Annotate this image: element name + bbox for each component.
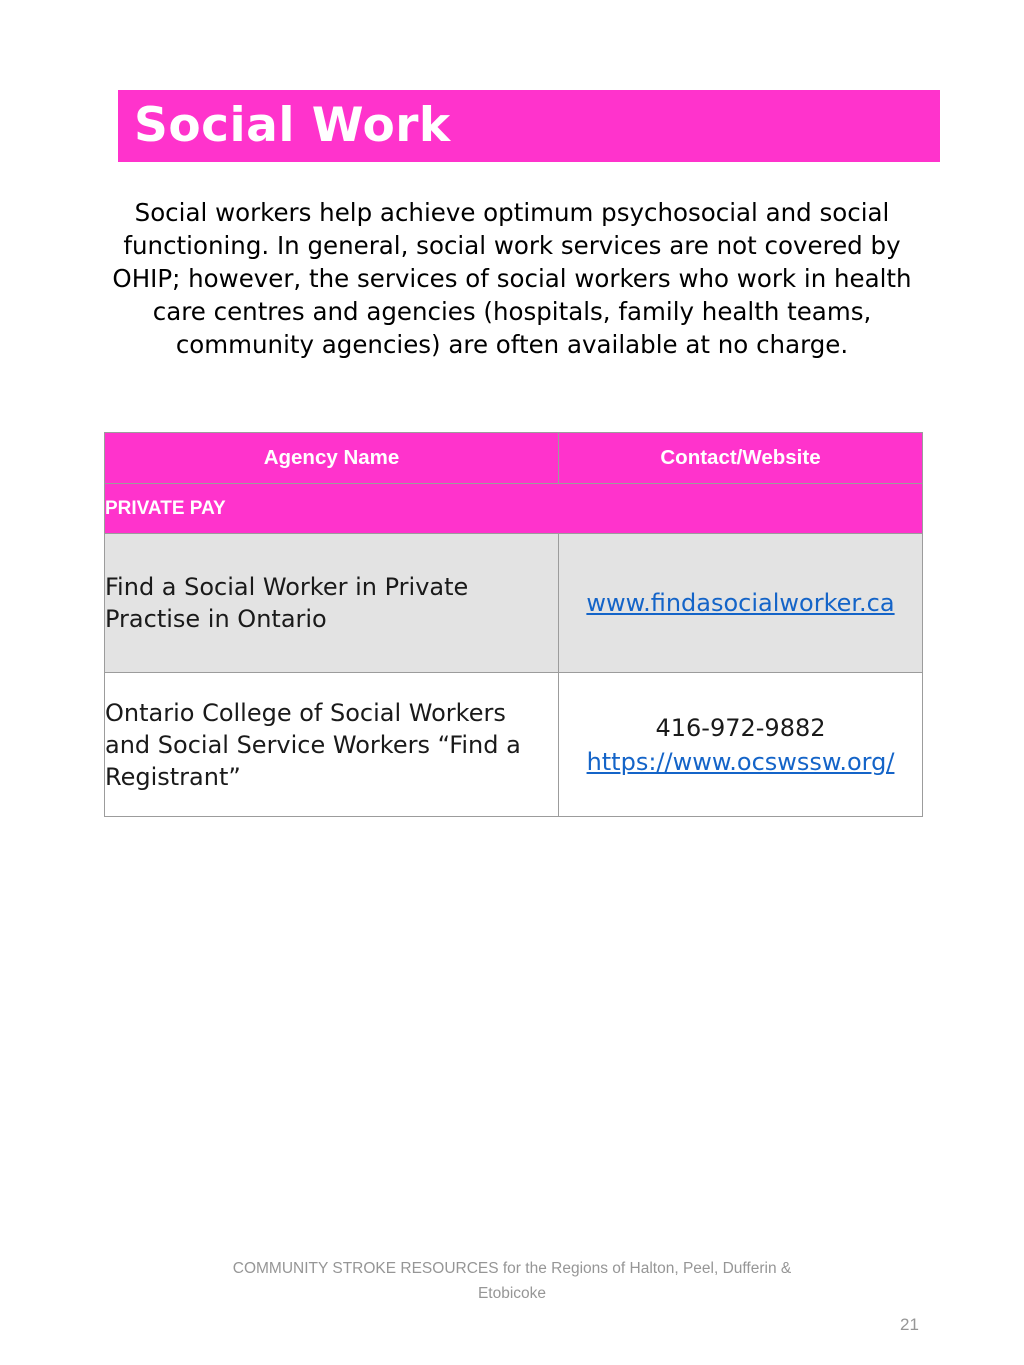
page-number: 21 [900, 1315, 919, 1334]
agency-phone-number: 416-972-9882 [655, 713, 826, 742]
intro-paragraph: Social workers help achieve optimum psychosocial and social functioning. In general, social work services are not covered by OHIP; however, the services of social workers who work in health care centres and agencies (hospitals, family health teams, community agencies) are often available at no charge. [112, 198, 912, 359]
column-header-agency-name: Agency Name [105, 433, 559, 484]
table-section-row [105, 484, 923, 534]
resource-table [104, 432, 923, 817]
contact-cell [559, 673, 923, 817]
section-label-private-pay: PRIVATE PAY [105, 484, 923, 534]
page-title-banner [118, 90, 940, 162]
column-header-contact-website: Contact/Website [559, 433, 923, 484]
page-title: Social Work [134, 97, 451, 153]
table-row [105, 673, 923, 817]
contact-cell [559, 534, 923, 673]
agency-website-link[interactable]: www.findasocialworker.ca [586, 589, 895, 617]
agency-name-cell: Ontario College of Social Workers and Social Service Workers “Find a Registrant” [105, 673, 559, 817]
table-row [105, 534, 923, 673]
agency-name-cell: Find a Social Worker in Private Practise in Ontario [105, 534, 559, 673]
footer-text: COMMUNITY STROKE RESOURCES for the Regions of Halton, Peel, Dufferin & Etobicoke [232, 1260, 792, 1302]
agency-website-link[interactable]: https://www.ocswssw.org/ [586, 747, 895, 776]
intro-paragraph-block [112, 196, 912, 361]
table-header-row [105, 433, 923, 484]
